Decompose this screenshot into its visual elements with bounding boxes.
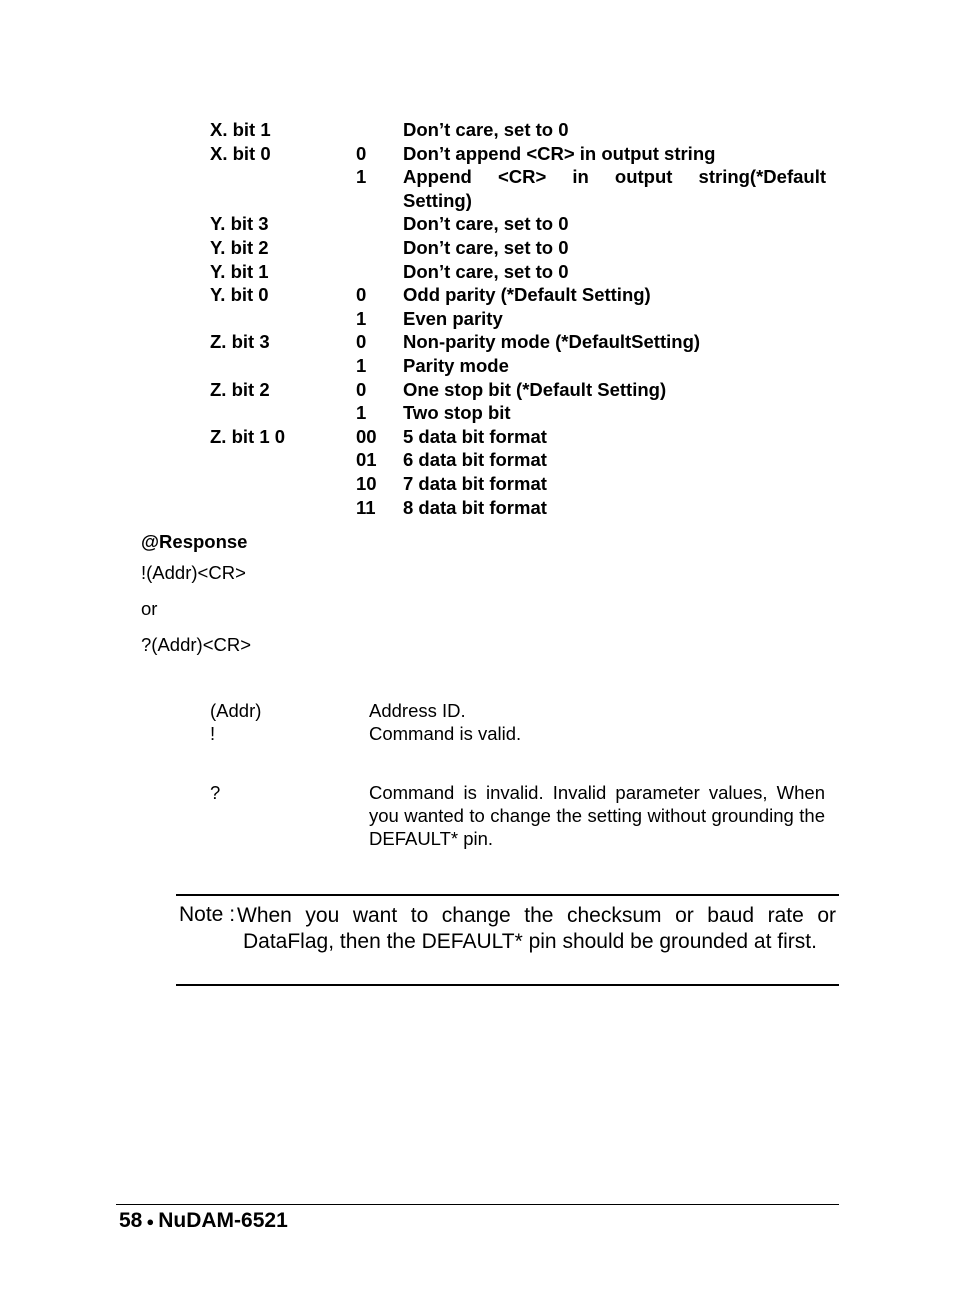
definition-row <box>210 699 825 722</box>
bit-name: Z. bit 2 <box>210 378 270 400</box>
page-footer <box>119 1209 288 1233</box>
bit-description: Two stop bit <box>403 402 511 424</box>
response-heading: @Response <box>141 531 248 552</box>
bit-name: X. bit 0 <box>210 142 271 164</box>
definition-row <box>210 781 825 850</box>
definition-value: Address ID. <box>369 700 466 721</box>
bit-value: 1 <box>356 307 367 329</box>
bit-row <box>210 118 826 142</box>
response-invalid-format: ?(Addr)<CR> <box>141 634 252 655</box>
bit-row <box>210 236 826 260</box>
bit-value: 10 <box>356 472 377 494</box>
note-text: When you want to change the checksum or baud rate or DataFlag, then the DEFAULT* pin should be grounded at first. <box>237 904 836 953</box>
bit-value: 01 <box>356 449 377 471</box>
bit-row <box>210 401 826 425</box>
bit-name: Z. bit 3 <box>210 331 270 353</box>
bit-description: Odd parity (*Default Setting) <box>403 284 651 306</box>
bit-name: X. bit 1 <box>210 119 271 140</box>
bit-row <box>210 283 826 307</box>
bit-value: 0 <box>356 331 367 353</box>
bullet-icon: ● <box>146 1213 155 1229</box>
bit-value: 00 <box>356 425 377 447</box>
bit-description-continued: Setting) <box>403 189 472 211</box>
bit-name: Y. bit 3 <box>210 213 269 235</box>
bit-row <box>210 496 826 520</box>
bit-value: 1 <box>356 402 367 424</box>
bit-description: Parity mode <box>403 354 509 376</box>
bit-row <box>210 212 826 236</box>
bit-description: 6 data bit format <box>403 449 547 471</box>
bit-row <box>210 307 826 331</box>
footer-divider <box>116 1204 839 1205</box>
bit-description: 8 data bit format <box>403 496 547 518</box>
note-label: Note : <box>179 903 236 926</box>
definition-key: ? <box>210 782 221 803</box>
bit-value: 1 <box>356 166 367 188</box>
bit-description: Don’t care, set to 0 <box>403 119 569 140</box>
page-number: 58 <box>119 1209 143 1232</box>
bit-value: 0 <box>356 142 367 164</box>
bit-description: Don’t append <CR> in output string <box>403 142 716 164</box>
bit-description: 7 data bit format <box>403 472 547 494</box>
bit-description: Non-parity mode (*DefaultSetting) <box>403 331 701 353</box>
bit-row <box>210 142 826 166</box>
bit-row <box>210 378 826 402</box>
note-box <box>176 894 839 986</box>
bit-description: Even parity <box>403 307 503 329</box>
bit-value: 0 <box>356 284 367 306</box>
bit-definition-table <box>210 118 826 519</box>
bit-description: Don’t care, set to 0 <box>403 213 569 235</box>
bit-row <box>210 354 826 378</box>
bit-description: Don’t care, set to 0 <box>403 260 569 282</box>
bit-row <box>210 260 826 284</box>
definition-key: (Addr) <box>210 700 262 721</box>
bit-row <box>210 165 826 212</box>
bit-name: Y. bit 1 <box>210 260 269 282</box>
definition-value: Command is invalid. Invalid parameter values, When you wanted to change the setting without grounding the DEFAULT* pin. <box>369 782 825 849</box>
bit-row <box>210 330 826 354</box>
definition-row <box>210 722 825 745</box>
bit-name: Y. bit 0 <box>210 284 269 306</box>
product-name: NuDAM-6521 <box>158 1209 288 1232</box>
response-valid-format: !(Addr)<CR> <box>141 562 246 583</box>
bit-description: One stop bit (*Default Setting) <box>403 378 667 400</box>
bit-description: Don’t care, set to 0 <box>403 236 569 258</box>
bit-value: 11 <box>356 496 376 518</box>
bit-description: 5 data bit format <box>403 425 547 447</box>
bit-description: Append <CR> in output string(*Default <box>403 166 826 188</box>
definition-value: Command is valid. <box>369 723 522 744</box>
bit-row <box>210 425 826 449</box>
definition-key: ! <box>210 723 216 744</box>
bit-value: 0 <box>356 378 367 400</box>
bit-name: Y. bit 2 <box>210 236 269 258</box>
response-or: or <box>141 598 158 619</box>
bit-value: 1 <box>356 354 367 376</box>
bit-row <box>210 472 826 496</box>
bit-row <box>210 448 826 472</box>
bit-name: Z. bit 1 0 <box>210 425 286 447</box>
